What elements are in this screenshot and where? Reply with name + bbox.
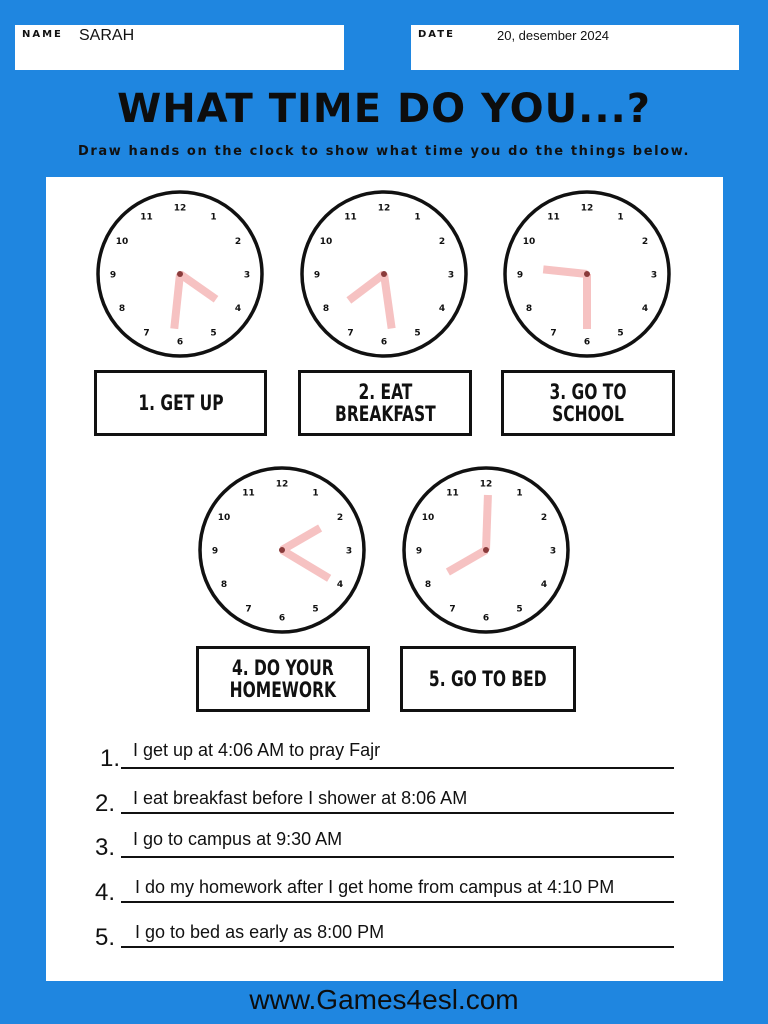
clock-number: 10 bbox=[421, 513, 435, 523]
clock-center bbox=[279, 547, 285, 553]
clock-number: 10 bbox=[115, 237, 129, 247]
activity-label-do-homework bbox=[196, 646, 370, 712]
clock-number: 4 bbox=[234, 304, 242, 314]
date-label: DATE bbox=[418, 29, 455, 40]
page-title: WHAT TIME DO YOU...? bbox=[117, 86, 651, 132]
clock-number: 6 bbox=[482, 613, 490, 624]
clock-number: 6 bbox=[176, 337, 184, 348]
clock-number: 9 bbox=[109, 270, 117, 281]
activity-label-text: 4. DO YOUR HOMEWORK bbox=[229, 656, 337, 702]
clock-number: 11 bbox=[446, 488, 459, 499]
clock-number: 10 bbox=[217, 513, 231, 523]
sentence-number: 2. bbox=[95, 790, 116, 817]
clock-number: 3 bbox=[345, 546, 353, 557]
activity-label-text: 3. GO TO SCHOOL bbox=[549, 380, 627, 426]
clock-number: 1 bbox=[210, 212, 217, 223]
clock-number: 1 bbox=[414, 212, 421, 223]
clock-center bbox=[177, 271, 183, 277]
clock-center bbox=[584, 271, 590, 277]
clock-number: 12 bbox=[275, 479, 289, 490]
answer-line[interactable] bbox=[121, 946, 674, 948]
clock-number: 5 bbox=[312, 604, 319, 615]
clock-3[interactable] bbox=[499, 190, 677, 360]
clock-number: 2 bbox=[540, 513, 548, 523]
sentence-number: 1. bbox=[100, 745, 121, 772]
activity-label-go-to-bed bbox=[400, 646, 576, 712]
clock-number: 9 bbox=[516, 270, 524, 281]
activity-label-text: 1. GET UP bbox=[137, 391, 224, 415]
name-field[interactable] bbox=[15, 25, 344, 70]
clock-number: 11 bbox=[242, 488, 255, 499]
clock-number: 9 bbox=[211, 546, 219, 557]
clock-number: 2 bbox=[641, 237, 649, 247]
clock-number: 6 bbox=[278, 613, 286, 624]
clock-number: 12 bbox=[377, 203, 391, 214]
clock-number: 12 bbox=[173, 203, 187, 214]
activity-label-text: 5. GO TO BED bbox=[429, 667, 547, 691]
clock-number: 5 bbox=[414, 328, 421, 339]
clock-number: 5 bbox=[617, 328, 624, 339]
clock-number: 3 bbox=[650, 270, 658, 281]
answer-line[interactable] bbox=[121, 856, 674, 858]
clock-number: 1 bbox=[617, 212, 624, 223]
sentence-number: 4. bbox=[95, 879, 116, 906]
clock-center bbox=[381, 271, 387, 277]
clock-number: 10 bbox=[319, 237, 333, 247]
clock-number: 12 bbox=[580, 203, 594, 214]
name-label: NAME bbox=[22, 29, 63, 40]
clock-number: 3 bbox=[447, 270, 455, 281]
sentence-number: 3. bbox=[95, 834, 116, 861]
clock-number: 4 bbox=[438, 304, 446, 314]
answer-line[interactable] bbox=[121, 767, 674, 769]
clock-number: 12 bbox=[479, 479, 493, 490]
clock-2[interactable] bbox=[296, 190, 474, 360]
answer-line[interactable] bbox=[121, 901, 674, 903]
clock-number: 3 bbox=[243, 270, 251, 281]
clock-number: 8 bbox=[322, 304, 330, 314]
footer-website: www.Games4esl.com bbox=[249, 984, 519, 1015]
clock-number: 5 bbox=[516, 604, 523, 615]
sentence-text: I go to bed as early as 8:00 PM bbox=[135, 922, 385, 942]
clock-number: 11 bbox=[344, 212, 357, 223]
clock-number: 8 bbox=[220, 580, 228, 590]
clock-number: 11 bbox=[547, 212, 560, 223]
activity-label-go-to-school bbox=[501, 370, 675, 436]
sentence-number: 5. bbox=[95, 924, 116, 951]
sentence-text: I get up at 4:06 AM to pray Fajr bbox=[133, 740, 381, 760]
clock-number: 7 bbox=[449, 604, 456, 615]
clock-4[interactable] bbox=[194, 466, 372, 636]
activity-label-text: 2. EAT BREAKFAST bbox=[334, 380, 436, 426]
clock-number: 5 bbox=[210, 328, 217, 339]
activity-label-eat-breakfast bbox=[298, 370, 472, 436]
answer-line[interactable] bbox=[121, 812, 674, 814]
clock-number: 7 bbox=[143, 328, 150, 339]
clock-number: 2 bbox=[438, 237, 446, 247]
clock-number: 8 bbox=[525, 304, 533, 314]
clock-5[interactable] bbox=[398, 466, 576, 636]
hour-hand bbox=[543, 269, 587, 274]
clock-number: 9 bbox=[313, 270, 321, 281]
sentence-text: I eat breakfast before I shower at 8:06 AM bbox=[133, 788, 468, 808]
clock-number: 6 bbox=[583, 337, 591, 348]
activity-label-get-up bbox=[94, 370, 267, 436]
clock-number: 1 bbox=[516, 488, 523, 499]
clock-number: 8 bbox=[424, 580, 432, 590]
clock-1[interactable] bbox=[92, 190, 270, 360]
clock-number: 9 bbox=[415, 546, 423, 557]
clock-number: 4 bbox=[540, 580, 548, 590]
clock-number: 1 bbox=[312, 488, 319, 499]
clock-number: 4 bbox=[336, 580, 344, 590]
clock-number: 2 bbox=[336, 513, 344, 523]
minute-hand bbox=[486, 495, 488, 550]
clock-number: 7 bbox=[347, 328, 354, 339]
clock-number: 7 bbox=[245, 604, 252, 615]
instructions: Draw hands on the clock to show what time you do the things below. bbox=[77, 144, 691, 159]
clock-number: 11 bbox=[140, 212, 153, 223]
sentence-text: I go to campus at 9:30 AM bbox=[133, 829, 343, 849]
clock-number: 4 bbox=[641, 304, 649, 314]
date-value: 20, desember 2024 bbox=[497, 28, 610, 43]
clock-number: 7 bbox=[550, 328, 557, 339]
clock-number: 6 bbox=[380, 337, 388, 348]
clock-number: 10 bbox=[522, 237, 536, 247]
clock-number: 3 bbox=[549, 546, 557, 557]
clock-number: 2 bbox=[234, 237, 242, 247]
clock-center bbox=[483, 547, 489, 553]
sentence-text: I do my homework after I get home from campus at 4:10 PM bbox=[135, 877, 615, 897]
clock-number: 8 bbox=[118, 304, 126, 314]
name-value: SARAH bbox=[79, 27, 135, 44]
